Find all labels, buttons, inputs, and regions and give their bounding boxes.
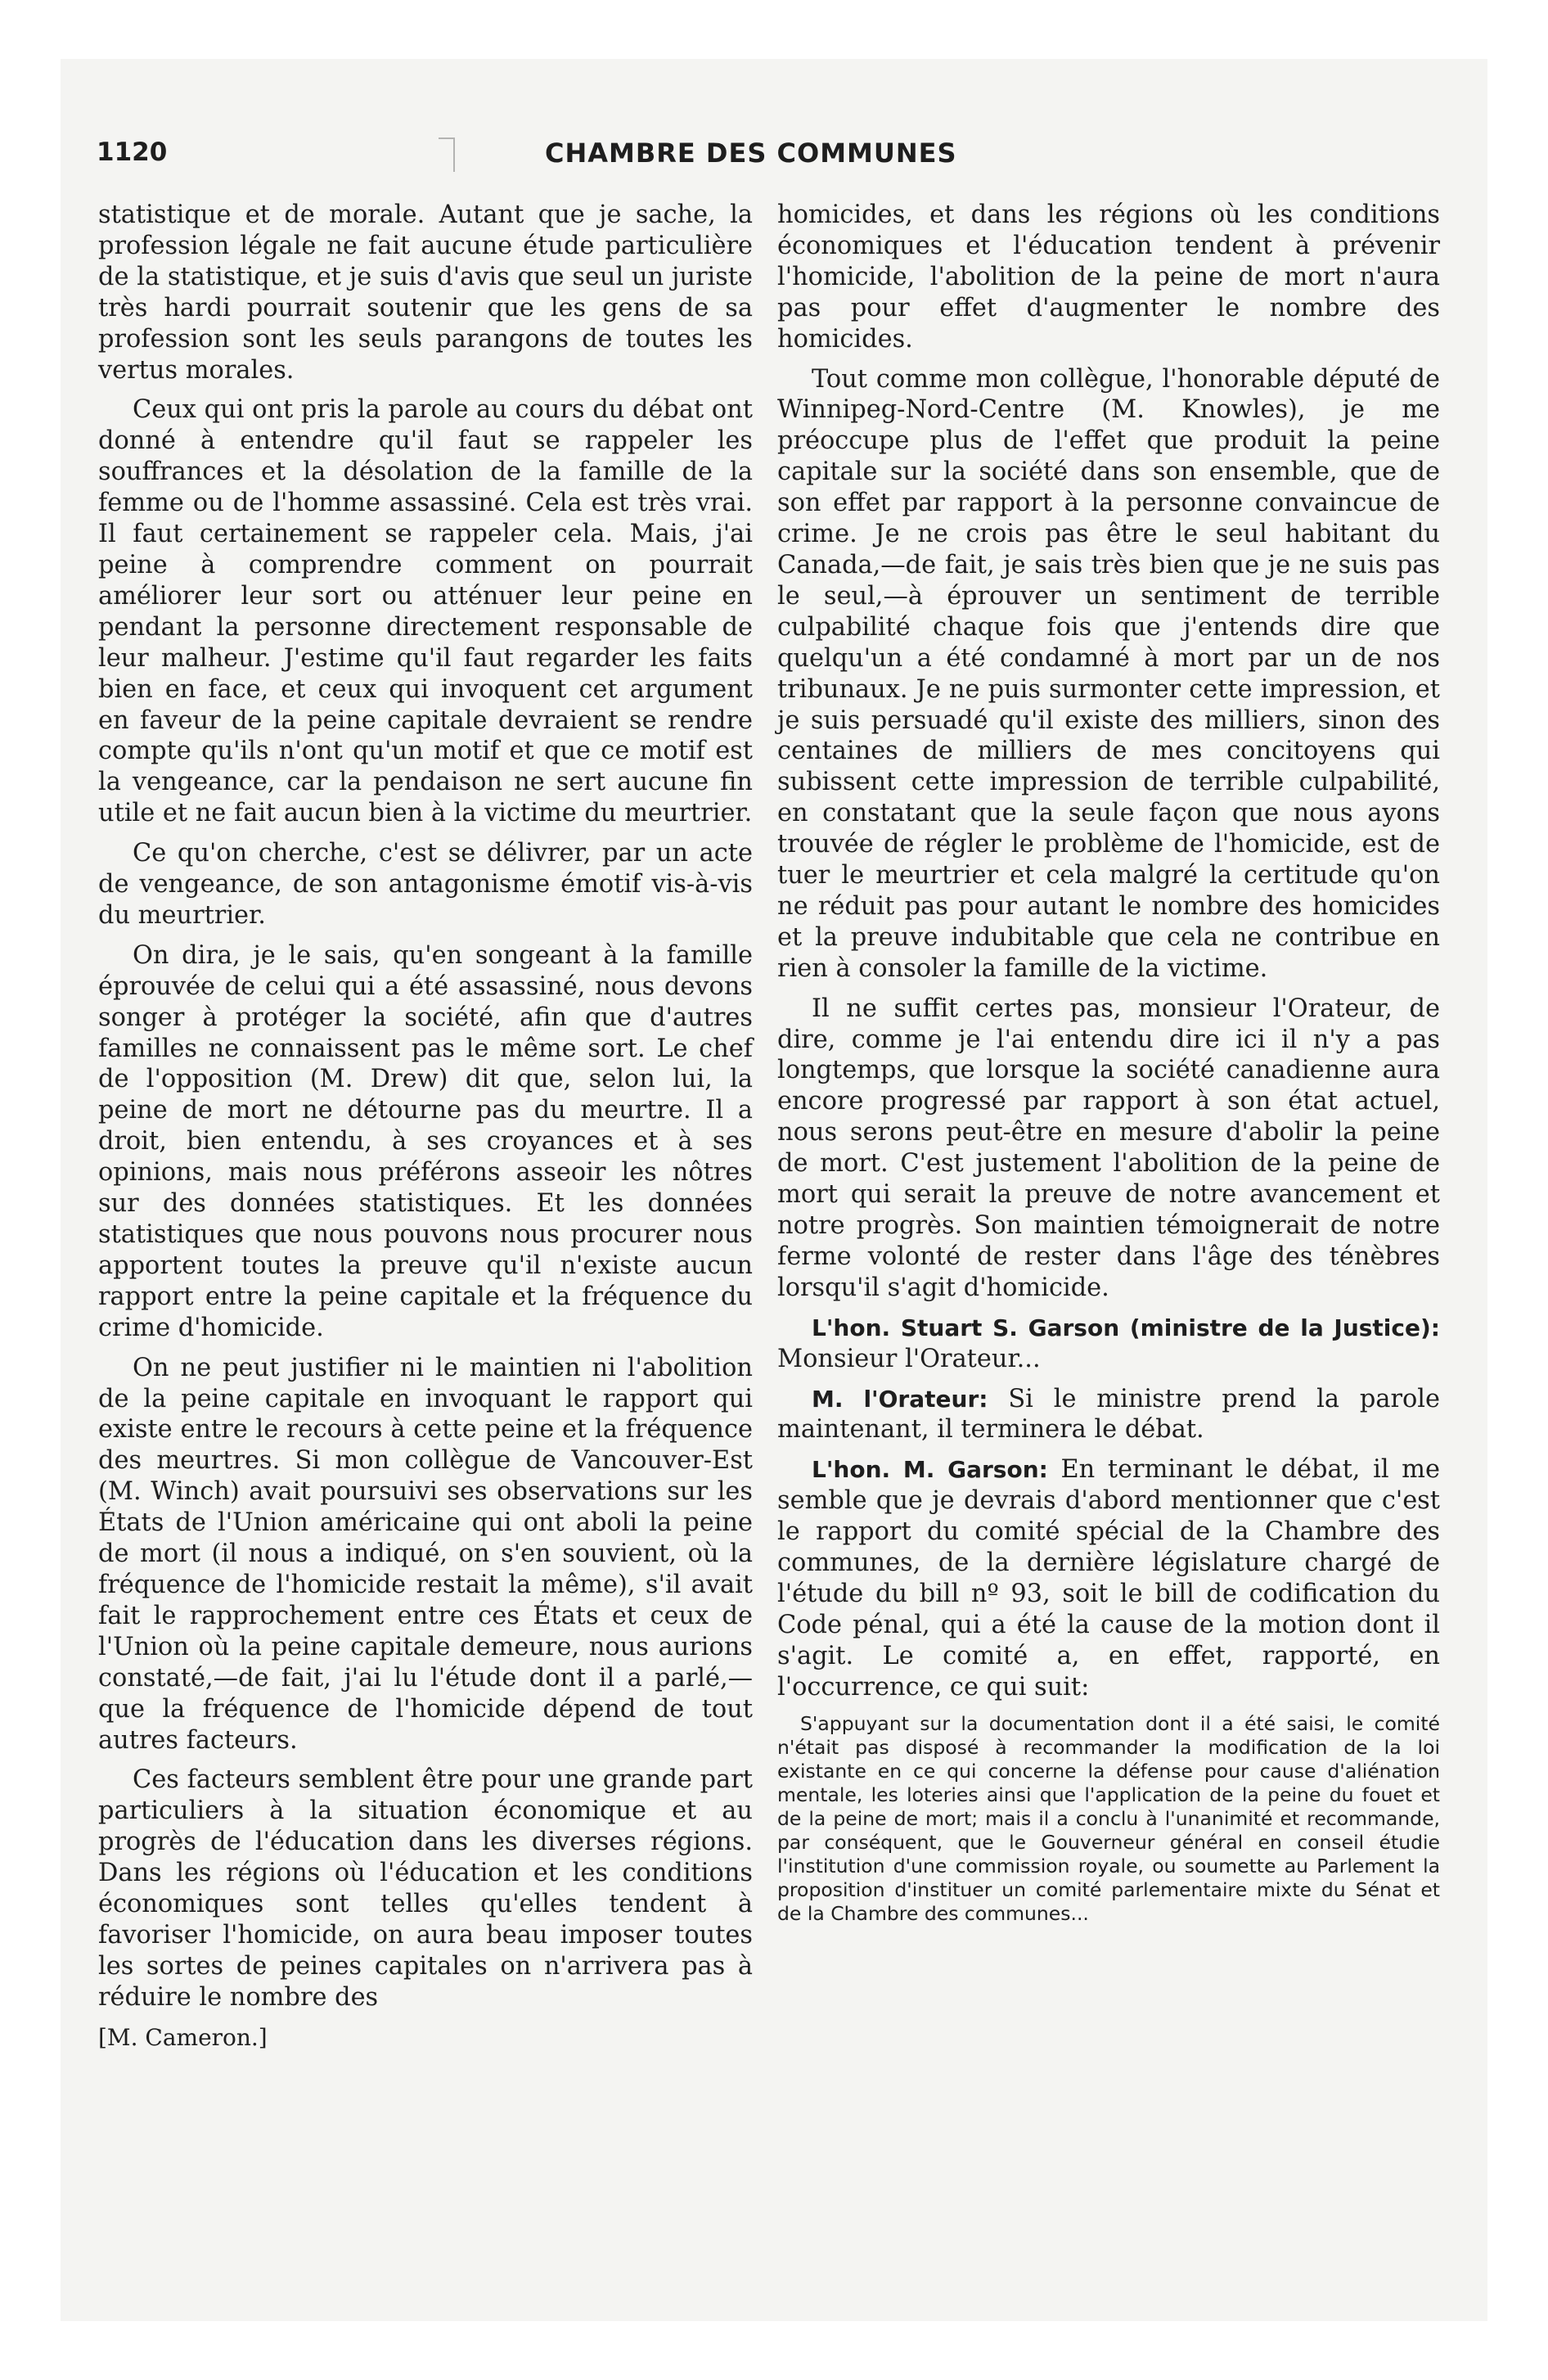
page-header <box>97 137 1447 187</box>
speech-text: Si le ministre prend la parole maintenant, il terminera le débat. <box>777 1384 1440 1445</box>
paragraph: homicides, et dans les régions où les conditions économiques et l'éducation tendent à prévenir l'homicide, l'abolition de la peine de mort n'aura pas pour effet d'augmenter le nombre des homicides. <box>777 201 1440 354</box>
speech-text: Monsieur l'Orateur... <box>777 1344 1041 1373</box>
speech-entry <box>777 1313 1440 1375</box>
left-column <box>98 200 753 2062</box>
paragraph: On dira, je le sais, qu'en songeant à la famille éprouvée de celui qui a été assassiné, nous devons songer à protéger la société, afin que d'autres familles ne connaissent pas le même sort. Le chef de l'opposition (M. Drew) dit que, selon lui, la peine de mort ne détourne pas du meurtre. Il a droit, bien entendu, à ses croyances et à ses opinions, mais nous préférons asseoir les nôtres sur des données statistiques. Et les données statistiques que nous pouvons nous procurer nous apportent toutes la preuve qu'il n'existe aucun rapport entre la peine capitale et la fréquence du crime d'homicide. <box>98 940 753 1342</box>
block-quote: S'appuyant sur la documentation dont il a été saisi, le comité n'était pas disposé à recommander la modification de la loi existante en ce qui concerne la défense pour cause d'aliénation mentale, les loteries ainsi que l'application de la peine du fouet et de la peine de mort; mais il a conclu à l'unanimité et recommande, par conséquent, que le Gouverneur général en conseil étudie l'institution d'une commission royale, ou soumette au Parlement la proposition d'instituer un comité parlementaire mixte du Sénat et de la Chambre des communes... <box>777 1711 1440 1925</box>
speaker-name: L'hon. M. Garson: <box>812 1456 1048 1484</box>
speaker-name: M. l'Orateur: <box>812 1385 988 1413</box>
paragraph: Ceux qui ont pris la parole au cours du débat ont donné à entendre qu'il faut se rappeler les souffrances et la désolation de la famille de la femme ou de l'homme assassiné. Cela est très vrai. Il faut certainement se rappeler cela. Mais, j'ai peine à comprendre comment on pourrait améliorer leur sort ou atténuer leur peine en pendant la personne directement responsable de leur malheur. J'estime qu'il faut regarder les faits bien en face, et ceux qui invoquent cet argument en faveur de la peine capitale devraient se rendre compte qu'ils n'ont qu'un motif et que ce motif est la vengeance, car la pendaison ne sert aucune fin utile et ne fait aucun bien à la victime du meurtrier. <box>98 395 753 828</box>
speech-entry <box>777 1454 1440 1702</box>
page-number: 1120 <box>97 137 168 167</box>
paragraph: Ce qu'on cherche, c'est se délivrer, par un acte de vengeance, de son antagonisme émotif vis-à-vis du meurtrier. <box>98 839 753 930</box>
paragraph: On ne peut justifier ni le maintien ni l'abolition de la peine capitale en invoquant le rapport qui existe entre le recours à cette peine et la fréquence des meurtres. Si mon collègue de Vancouver-Est (M. Winch) avait poursuivi ses observations sur les États de l'Union américaine qui ont aboli la peine de mort (il nous a indiqué, on s'en souvient, où la fréquence de l'homicide restait la même), s'il avait fait le rapprochement entre ces États et ceux de l'Union où la peine capitale demeure, nous aurions constaté,—de fait, j'ai lu l'étude dont il a parlé,—que la fréquence de l'homicide dépend de tout autres facteurs. <box>98 1353 753 1755</box>
paragraph: statistique et de morale. Autant que je sache, la profession légale ne fait aucune étude particulière de la statistique, et je suis d'avis que seul un juriste très hardi pourrait soutenir que les gens de sa profession sont les seuls parangons de toutes les vertus morales. <box>98 201 753 385</box>
paragraph: Il ne suffit certes pas, monsieur l'Orateur, de dire, comme je l'ai entendu dire ici il n'y a pas longtemps, que lorsque la société canadienne aura encore progressé par rapport à son état actuel, nous serons peut-être en mesure d'abolir la peine de mort. C'est justement l'abolition de la peine de mort qui serait la preuve de notre avancement et notre progrès. Son maintien témoignerait de notre ferme volonté de rester dans l'âge des ténèbres lorsqu'il s'agit d'homicide. <box>777 994 1440 1302</box>
speech-entry <box>777 1384 1440 1446</box>
speaker-attribution: [M. Cameron.] <box>98 2023 268 2051</box>
running-title: CHAMBRE DES COMMUNES <box>545 137 957 169</box>
paragraph: Tout comme mon collègue, l'honorable député de Winnipeg-Nord-Centre (M. Knowles), je me préoccupe plus de l'effet que produit la peine capitale sur la société dans son ensemble, que de son effet par rapport à la personne convaincue de crime. Je ne crois pas être le seul habitant du Canada,—de fait, je sais très bien que je ne suis pas le seul,—à éprouver un sentiment de terrible culpabilité chaque fois que j'entends dire que quelqu'un a été condamné à mort par un de nos tribunaux. Je ne puis surmonter cette impression, et je suis persuadé qu'il existe des milliers, sinon des centaines de milliers de mes concitoyens qui subissent cette impression de terrible culpabilité, en constatant que la seule façon que nous ayons trouvée de régler le problème de l'homicide, est de tuer le meurtrier et cela malgré la certitude qu'on ne réduit pas pour autant le nombre des homicides et la preuve indubitable que cela ne contribue en rien à consoler la famille de la victime. <box>777 364 1440 983</box>
speaker-name: L'hon. Stuart S. Garson (ministre de la Justice): <box>812 1314 1440 1341</box>
speech-text: En terminant le débat, il me semble que je devrais d'abord mentionner que c'est le rapport du comité spécial de la Chambre des communes, de la dernière législature chargé de l'étude du bill nº 93, soit le bill de codification du Code pénal, qui a été la cause de la motion dont il s'agit. Le comité a, en effet, rapporté, en l'occurrence, ce qui suit: <box>777 1455 1440 1702</box>
right-column <box>777 200 1440 1926</box>
crop-mark <box>439 137 455 172</box>
paragraph: Ces facteurs semblent être pour une grande part particuliers à la situation économique et au progrès de l'éducation dans les diverses régions. Dans les régions où l'éducation et les conditions économiques sont telles qu'elles tendent à favoriser l'homicide, on aura beau imposer toutes les sortes de peines capitales on n'arrivera pas à réduire le nombre des <box>98 1765 753 2012</box>
